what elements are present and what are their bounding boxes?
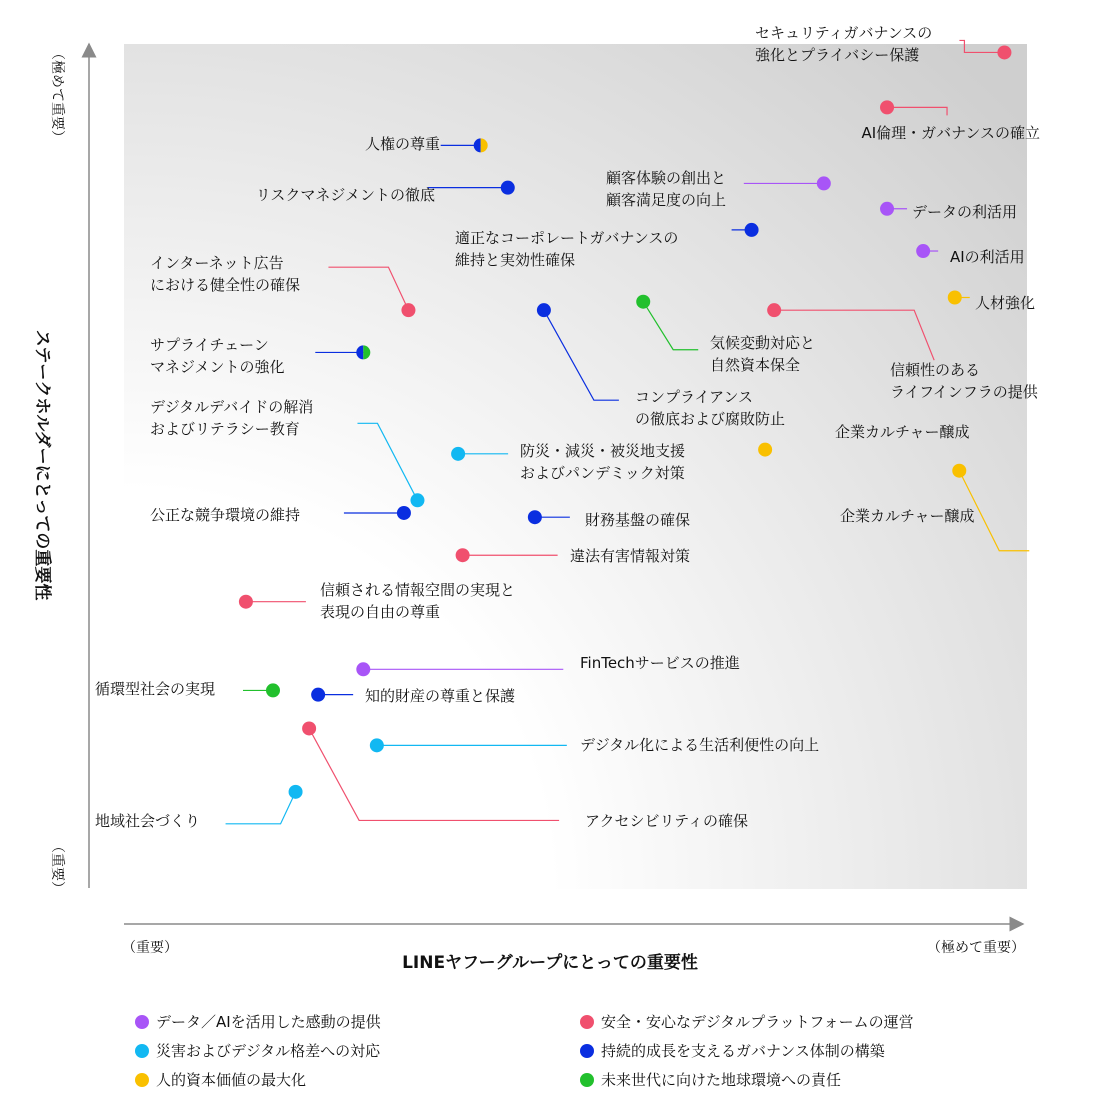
legend-label: 未来世代に向けた地球環境への責任 (601, 1071, 842, 1089)
legend-item (135, 1010, 580, 1033)
data-point (451, 447, 465, 461)
point-label: 顧客体験の創出と顧客満足度の向上 (606, 169, 727, 209)
point-label: 人権の尊重 (364, 135, 440, 153)
point-label: 気候変動対応と自然資本保全 (710, 334, 816, 374)
y-axis-title: ステークホルダーにとっての重要性 (32, 329, 52, 601)
point-label: コンプライアンスの徹底および腐敗防止 (635, 388, 786, 428)
point-label: 違法有害情報対策 (570, 547, 691, 565)
data-point (311, 688, 325, 702)
point-label: セキュリティガバナンスの強化とプライバシー保護 (755, 24, 933, 64)
data-point (456, 548, 470, 562)
point-label: AI倫理・ガバナンスの確立 (861, 124, 1040, 142)
point-label: デジタルデバイドの解消およびリテラシー教育 (150, 398, 314, 438)
data-point (410, 493, 424, 507)
point-label: インターネット広告における健全性の確保 (150, 254, 301, 294)
point-label: 企業カルチャー醸成 (835, 423, 970, 441)
point-label: 企業カルチャー醸成 (840, 507, 975, 525)
legend-item (135, 1039, 580, 1062)
legend-label: 安全・安心なデジタルプラットフォームの運営 (601, 1013, 914, 1031)
legend (135, 1010, 985, 1091)
legend-label: 持続的成長を支えるガバナンス体制の構築 (601, 1042, 885, 1060)
point-label: 信頼される情報空間の実現と表現の自由の尊重 (320, 581, 516, 621)
data-point (289, 785, 303, 799)
data-point (356, 662, 370, 676)
point-label: 公正な競争環境の維持 (150, 506, 301, 524)
point-label: 循環型社会の実現 (95, 680, 216, 698)
point-label: リスクマネジメントの徹底 (255, 186, 435, 204)
legend-dot-icon (580, 1015, 594, 1029)
data-point (474, 138, 488, 152)
point-label: FinTechサービスの推進 (580, 654, 740, 672)
legend-item (135, 1068, 580, 1091)
data-point (356, 345, 370, 359)
point-label: 人材強化 (975, 294, 1036, 312)
data-point (528, 510, 542, 524)
data-point (501, 181, 515, 195)
data-point (817, 176, 831, 190)
data-point (948, 291, 962, 305)
x-axis-low-label: （重要） (122, 940, 178, 956)
y-axis-high-label: （極めて重要） (49, 46, 65, 144)
data-point (997, 45, 1011, 59)
point-label: アクセシビリティの確保 (585, 812, 749, 830)
y-axis-low-label: （重要） (49, 839, 65, 895)
data-point (636, 295, 650, 309)
point-label: AIの利活用 (950, 248, 1025, 266)
legend-dot-icon (135, 1073, 149, 1087)
data-point (767, 303, 781, 317)
data-point (239, 595, 253, 609)
legend-item (580, 1068, 985, 1091)
data-point (370, 738, 384, 752)
data-point (397, 506, 411, 520)
point-label: サプライチェーンマネジメントの強化 (150, 336, 285, 376)
data-point (758, 443, 772, 457)
point-label: 防災・減災・被災地支援およびパンデミック対策 (520, 442, 686, 482)
x-axis-high-label: （極めて重要） (927, 940, 1025, 956)
data-point (745, 223, 759, 237)
point-label: 知的財産の尊重と保護 (365, 687, 516, 705)
legend-item (580, 1039, 985, 1062)
legend-label: 人的資本価値の最大化 (156, 1071, 307, 1089)
legend-label: データ／AIを活用した感動の提供 (156, 1013, 381, 1031)
data-point (401, 303, 415, 317)
data-point (302, 721, 316, 735)
data-point (266, 683, 280, 697)
point-label: 信頼性のあるライフインフラの提供 (890, 361, 1038, 401)
legend-dot-icon (580, 1044, 594, 1058)
legend-dot-icon (135, 1015, 149, 1029)
legend-label: 災害およびデジタル格差への対応 (156, 1042, 381, 1060)
legend-dot-icon (135, 1044, 149, 1058)
point-label: データの利活用 (912, 203, 1018, 221)
point-label: 地域社会づくり (95, 812, 201, 830)
data-point (916, 244, 930, 258)
x-axis-title: LINEヤフーグループにとっての重要性 (402, 953, 698, 973)
data-point (537, 303, 551, 317)
point-label: 適正なコーポレートガバナンスの維持と実効性確保 (455, 229, 679, 269)
data-point (952, 464, 966, 478)
legend-dot-icon (580, 1073, 594, 1087)
point-label: 財務基盤の確保 (585, 511, 691, 529)
point-label: デジタル化による生活利便性の向上 (580, 736, 820, 754)
data-point (880, 202, 894, 216)
legend-item (580, 1010, 985, 1033)
data-point (880, 100, 894, 114)
